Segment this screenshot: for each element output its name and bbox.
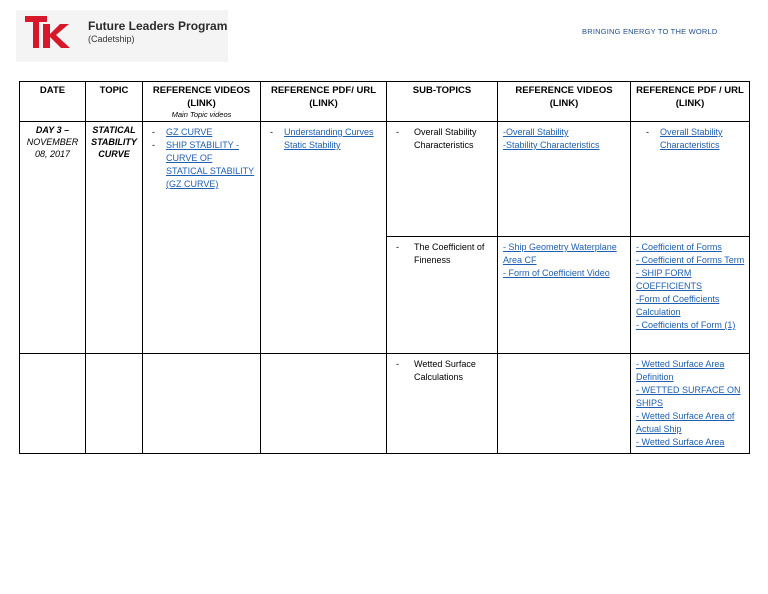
- video-link-ship-stability[interactable]: SHIP STABILITY - CURVE OF STATICAL STABILITY (GZ CURVE): [166, 140, 255, 189]
- subtopic-pdfs-cell: [631, 122, 750, 237]
- video-link[interactable]: -Overall Stability: [503, 127, 569, 137]
- subtopic-name: Overall Stability Characteristics: [414, 127, 477, 150]
- topic-line: CURVE: [98, 149, 130, 159]
- col-header-note: Main Topic videos: [171, 110, 232, 119]
- pdf-link[interactable]: - SHIP FORM COEFFICIENTS: [636, 268, 703, 291]
- subtopic-cell: [387, 237, 498, 354]
- dash-bullet: -: [396, 359, 399, 369]
- topic-line: STABILITY: [91, 137, 137, 147]
- pdf-link[interactable]: Overall Stability Characteristics: [660, 127, 723, 150]
- dash-bullet: -: [396, 242, 399, 252]
- col-header-ref-videos-main: [143, 82, 261, 122]
- table-row: [20, 354, 750, 454]
- subtopic-name: The Coefficient of Fineness: [414, 242, 485, 265]
- video-link[interactable]: - Form of Coefficient Video: [503, 268, 610, 278]
- date-line: NOVEMBER: [26, 137, 79, 147]
- main-videos-cell-empty: [143, 354, 261, 454]
- program-title: Future Leaders Program: [88, 19, 228, 33]
- video-link[interactable]: -Stability Characteristics: [503, 140, 600, 150]
- col-header-subtopics: SUB-TOPICS: [387, 82, 498, 122]
- col-header-ref-pdf-main: REFERENCE PDF/ URL (LINK): [261, 82, 387, 122]
- date-line: DAY 3 –: [35, 125, 70, 135]
- col-header-date: DATE: [20, 82, 86, 122]
- subtopic-cell: [387, 354, 498, 454]
- tk-logo-icon: [25, 16, 73, 48]
- header-row: [20, 82, 750, 122]
- pdf-link[interactable]: -Form of Coefficients Calculation: [636, 294, 720, 317]
- date-cell: [20, 122, 86, 354]
- pdf-link[interactable]: - Wetted Surface Area: [636, 437, 725, 447]
- video-link-gz-curve[interactable]: GZ CURVE: [166, 127, 213, 137]
- pdf-link[interactable]: - WETTED SURFACE ON SHIPS: [636, 385, 741, 408]
- subtopic-pdfs-cell: [631, 237, 750, 354]
- pdf-link[interactable]: - Coefficient of Forms: [636, 242, 722, 252]
- pdf-link[interactable]: - Coefficients of Form (1): [636, 320, 736, 330]
- date-line: 08, 2017: [34, 149, 71, 159]
- topic-cell: [86, 122, 143, 354]
- tagline: BRINGING ENERGY TO THE WORLD: [582, 27, 718, 36]
- subtopic-pdfs-cell: [631, 354, 750, 454]
- date-cell-empty: [20, 354, 86, 454]
- pdf-link[interactable]: - Coefficient of Forms Term: [636, 255, 745, 265]
- subtopic-name: Wetted Surface Calculations: [414, 359, 476, 382]
- topic-cell-empty: [86, 354, 143, 454]
- main-videos-cell: [143, 122, 261, 354]
- video-link[interactable]: - Ship Geometry Waterplane Area CF: [503, 242, 617, 265]
- pdf-link[interactable]: - Wetted Surface Area Definition: [636, 359, 725, 382]
- col-header-label: REFERENCE VIDEOS (LINK): [152, 85, 251, 109]
- col-header-ref-videos-sub: REFERENCE VIDEOS (LINK): [498, 82, 631, 122]
- table-row: [20, 122, 750, 237]
- subtopic-videos-cell: [498, 122, 631, 237]
- subtopic-videos-cell: [498, 237, 631, 354]
- schedule-table: [19, 81, 750, 454]
- subtopic-videos-cell-empty: [498, 354, 631, 454]
- pdf-link-understanding-curves[interactable]: Understanding Curves Static Stability: [284, 127, 374, 150]
- col-header-topic: TOPIC: [86, 82, 143, 122]
- company-logo: [16, 10, 228, 62]
- dash-bullet: -: [396, 127, 399, 137]
- topic-line: STATICAL: [92, 125, 136, 135]
- program-subtitle: (Cadetship): [88, 34, 135, 44]
- col-header-ref-pdf-sub: REFERENCE PDF / URL (LINK): [631, 82, 750, 122]
- pdf-link[interactable]: - Wetted Surface Area of Actual Ship: [636, 411, 735, 434]
- main-pdfs-cell: [261, 122, 387, 354]
- main-pdfs-cell-empty: [261, 354, 387, 454]
- subtopic-cell: [387, 122, 498, 237]
